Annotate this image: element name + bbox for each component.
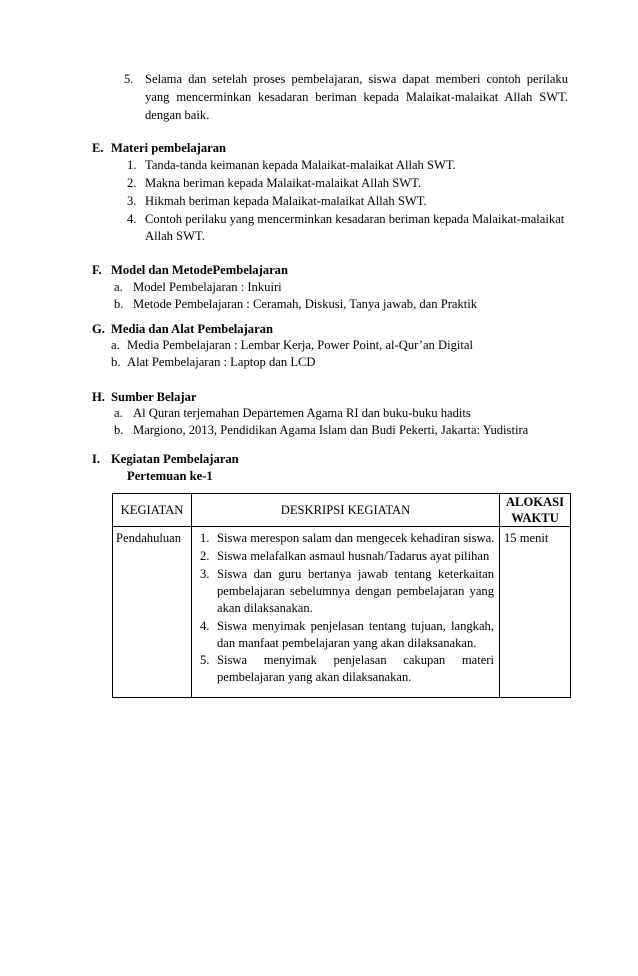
step-text: Siswa merespon salam dan mengecek kehadiran siswa.: [217, 531, 495, 545]
list-letter: a.: [111, 338, 120, 352]
list-item: Tanda-tanda keimanan kepada Malaikat-malaikat Allah SWT.: [145, 158, 456, 172]
list-letter: b.: [111, 355, 121, 369]
list-item: Model Pembelajaran : Inkuiri: [133, 280, 282, 294]
list-letter: b.: [114, 297, 124, 311]
section-letter: I.: [92, 452, 101, 466]
time-allocation: 15 menit: [504, 531, 549, 545]
step-number: 3.: [200, 567, 210, 581]
step-text: pembelajaran yang akan dilaksanakan.: [217, 670, 412, 684]
step-number: 1.: [200, 531, 210, 545]
step-text: Siswa menyimak penjelasan cakupan materi: [217, 653, 494, 667]
list-item-continuation: Allah SWT.: [145, 229, 205, 243]
cell-waktu: [500, 527, 571, 698]
list-item: Media Pembelajaran : Lembar Kerja, Power Point, al-Qur’an Digital: [127, 338, 473, 352]
list-item: Makna beriman kepada Malaikat-malaikat Allah SWT.: [145, 176, 422, 190]
list-item: Contoh perilaku yang mencerminkan kesadaran beriman kepada Malaikat-malaikat: [145, 212, 565, 226]
activity-name: Pendahuluan: [116, 531, 182, 545]
cell-deskripsi: [192, 527, 500, 698]
objective-text-line: yang mencerminkan kesadaran beriman kepada Malaikat-malaikat Allah SWT.: [145, 90, 568, 104]
objective-text-line: dengan baik.: [145, 108, 210, 122]
list-item: Hikmah beriman kepada Malaikat-malaikat Allah SWT.: [145, 194, 427, 208]
item-number: 5.: [124, 72, 134, 86]
list-letter: b.: [114, 423, 124, 437]
step-number: 4.: [200, 619, 210, 633]
section-title: Model dan MetodePembelajaran: [111, 263, 288, 277]
header-alokasi: [500, 494, 571, 527]
section-title: Materi pembelajaran: [111, 141, 227, 155]
section-letter: F.: [92, 263, 102, 277]
section-title: Media dan Alat Pembelajaran: [111, 322, 273, 336]
section-letter: G.: [92, 322, 105, 336]
step-number: 2.: [200, 549, 210, 563]
list-item: Metode Pembelajaran : Ceramah, Diskusi, Tanya jawab, dan Praktik: [133, 297, 478, 311]
step-text: dan manfaat pembelajaran yang akan dilaksanakan.: [217, 636, 477, 650]
header-kegiatan: KEGIATAN: [113, 494, 192, 527]
list-number: 3.: [127, 194, 137, 208]
table-row: [113, 527, 571, 698]
section-subtitle: Pertemuan ke-1: [127, 469, 213, 483]
list-number: 2.: [127, 176, 137, 190]
table-header-row: [113, 494, 571, 527]
cell-kegiatan: [113, 527, 192, 698]
step-text: Siswa melafalkan asmaul husnah/Tadarus ayat pilihan: [217, 549, 490, 563]
section-letter: E.: [92, 141, 104, 155]
step-text: Siswa menyimak penjelasan tentang tujuan, langkah,: [217, 619, 494, 633]
list-letter: a.: [114, 280, 123, 294]
section-title: Kegiatan Pembelajaran: [111, 452, 239, 466]
list-item: Alat Pembelajaran : Laptop dan LCD: [127, 355, 316, 369]
step-text: Siswa dan guru bertanya jawab tentang keterkaitan: [217, 567, 494, 581]
header-deskripsi: DESKRIPSI KEGIATAN: [192, 494, 500, 527]
step-number: 5.: [200, 653, 210, 667]
list-item: Al Quran terjemahan Departemen Agama RI dan buku-buku hadits: [133, 406, 471, 420]
list-letter: a.: [114, 406, 123, 420]
list-number: 1.: [127, 158, 137, 172]
activity-table: [112, 493, 571, 698]
header-alokasi-line: WAKTU: [511, 511, 559, 525]
list-item: Margiono, 2013, Pendidikan Agama Islam dan Budi Pekerti, Jakarta: Yudistira: [133, 423, 529, 437]
section-title: Sumber Belajar: [111, 390, 197, 404]
step-text: akan dilaksanakan.: [217, 601, 313, 615]
header-alokasi-line: ALOKASI: [505, 495, 565, 509]
step-text: pembelajaran sebelumnya dengan pembelajaran yang: [217, 584, 494, 598]
list-number: 4.: [127, 212, 137, 226]
section-letter: H.: [92, 390, 105, 404]
objective-text-line: Selama dan setelah proses pembelajaran, siswa dapat memberi contoh perilaku: [145, 72, 568, 86]
